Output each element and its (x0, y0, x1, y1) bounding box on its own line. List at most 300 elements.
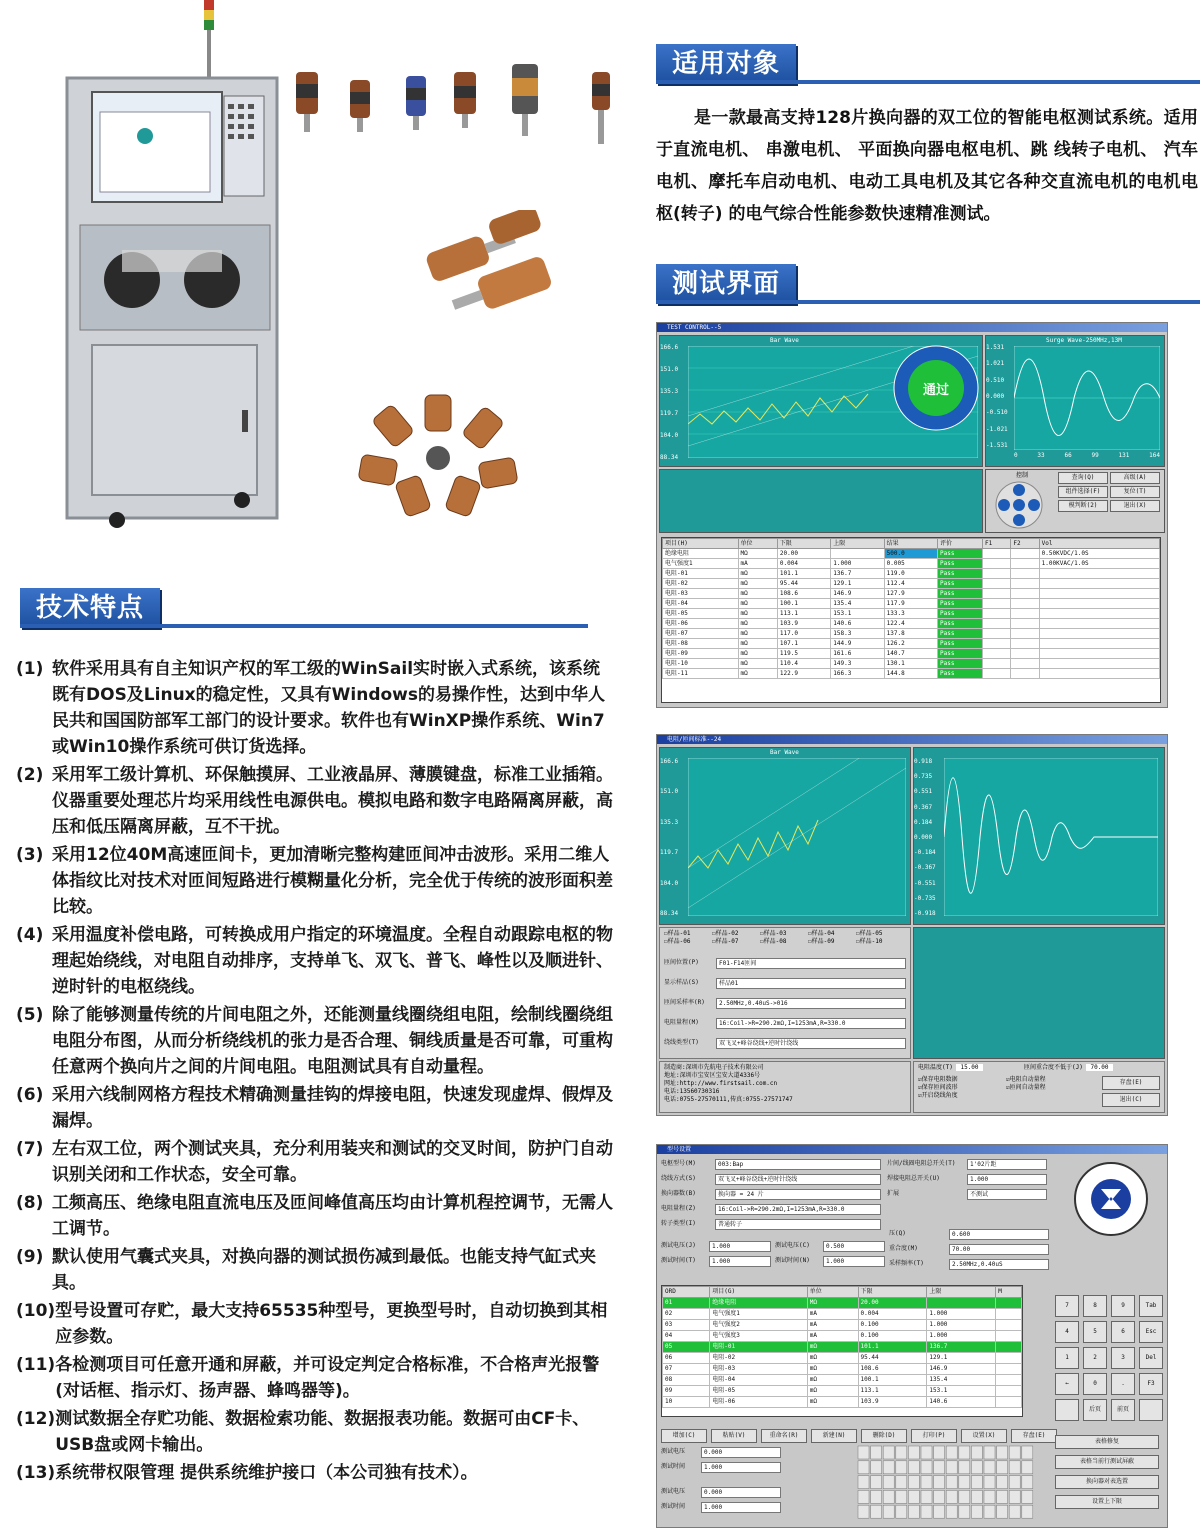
keyboard-key[interactable] (921, 1446, 932, 1459)
control-button[interactable]: 查询(Q) (1058, 472, 1108, 484)
keyboard-key[interactable] (858, 1490, 869, 1503)
keyboard-key[interactable] (858, 1476, 869, 1489)
field-value[interactable]: 0.600 (949, 1229, 1049, 1240)
sample-checkbox[interactable]: ☐样品-01 (664, 930, 691, 937)
field-label: 测试电压 (661, 1448, 686, 1455)
keyboard-key[interactable] (1009, 1476, 1020, 1489)
feature-number: (2) (16, 765, 44, 785)
keypad-key[interactable]: 8 (1083, 1295, 1107, 1317)
table-row[interactable] (663, 619, 1160, 629)
table-cell (983, 549, 1011, 559)
feature-item (16, 922, 616, 1000)
keyboard-key[interactable] (896, 1505, 907, 1518)
keypad-key[interactable]: 5 (1083, 1321, 1107, 1343)
keyboard-key[interactable] (908, 1490, 919, 1503)
table-cell: 112.4 (884, 579, 937, 589)
table-cell: Pass (938, 589, 983, 599)
side-button[interactable]: 设置上下限 (1055, 1495, 1159, 1509)
interturn-fields (889, 1229, 1049, 1274)
on-screen-keyboard[interactable] (857, 1445, 1037, 1521)
keyboard-key[interactable] (946, 1476, 957, 1489)
field-value[interactable]: 003:Bap (715, 1159, 881, 1170)
table-row[interactable] (663, 1375, 1022, 1386)
option-checkbox[interactable]: ☑保存电阻数据 (918, 1076, 958, 1083)
section-heading-applicable (656, 44, 1200, 84)
sample-checkbox[interactable]: ☐样品-03 (760, 930, 787, 937)
keyboard-key[interactable] (997, 1476, 1008, 1489)
field-value[interactable]: 样品01 (716, 978, 906, 989)
armature-row-image (288, 62, 628, 152)
field-value[interactable]: 双飞叉+峰谷绕线+逆时针绕线 (716, 1038, 906, 1049)
field-value[interactable]: 1.000 (709, 1241, 771, 1252)
keyboard-key[interactable] (971, 1446, 982, 1459)
table-cell (996, 1320, 1022, 1331)
keyboard-key[interactable] (871, 1490, 882, 1503)
keyboard-key[interactable] (997, 1505, 1008, 1518)
keyboard-key[interactable] (1009, 1446, 1020, 1459)
tick-label: 0.918 (914, 758, 933, 765)
column-header: 项目(G) (710, 1287, 807, 1298)
option-checkbox[interactable]: ☑匝间自动量程 (1006, 1084, 1046, 1091)
keypad-key[interactable]: 后页 (1083, 1399, 1107, 1421)
keyboard-key[interactable] (959, 1446, 970, 1459)
keypad-key[interactable]: 1 (1055, 1347, 1079, 1369)
keyboard-key[interactable] (997, 1461, 1008, 1474)
keypad-key[interactable]: . (1111, 1373, 1135, 1395)
table-cell: 08 (663, 1375, 710, 1386)
keyboard-key[interactable] (984, 1505, 995, 1518)
table-cell: mΩ (807, 1386, 858, 1397)
table-cell: 100.1 (777, 599, 830, 609)
field-value[interactable]: 2.50MHz,0.40uS (949, 1259, 1049, 1270)
keyboard-key[interactable] (858, 1461, 869, 1474)
table-row[interactable] (663, 589, 1160, 599)
keyboard-key[interactable] (934, 1446, 945, 1459)
field-value[interactable]: 换向器 = 24 片 (715, 1189, 881, 1200)
keypad-key[interactable]: 7 (1055, 1295, 1079, 1317)
sample-checkbox[interactable]: ☐样品-06 (664, 938, 691, 945)
company-line: 电话:13560730316 (664, 1088, 720, 1095)
keyboard-key[interactable] (883, 1461, 894, 1474)
column-header: 上限 (927, 1287, 996, 1298)
feature-text: 默认使用气囊式夹具，对换向器的测试损伤减到最低。也能支持气缸式夹具。 (52, 1247, 596, 1293)
table-cell: 133.3 (884, 609, 937, 619)
feature-item (16, 1352, 616, 1404)
action-button[interactable]: 退出(C) (1102, 1093, 1160, 1107)
surge-wave-panel (913, 747, 1165, 925)
table-row[interactable] (663, 1364, 1022, 1375)
keyboard-key[interactable] (921, 1490, 932, 1503)
area-value[interactable]: 70.00 (1086, 1064, 1112, 1071)
keyboard-key[interactable] (959, 1461, 970, 1474)
field-value[interactable]: 2.50MHz,0.40uS->016 (716, 998, 906, 1009)
field-value[interactable]: 0.500 (823, 1241, 885, 1252)
table-cell: 103.9 (777, 619, 830, 629)
keyboard-key[interactable] (946, 1461, 957, 1474)
toolbar-button[interactable]: 粘贴(V) (711, 1429, 757, 1443)
field-value[interactable]: 16:Coil->R=290.2mΩ,I=1253mA,R=330.0 (716, 1018, 906, 1029)
company-line: 地址:深圳市宝安区宝安大道4336号 (664, 1072, 761, 1079)
table-row[interactable] (663, 599, 1160, 609)
keyboard-key[interactable] (883, 1476, 894, 1489)
field-value[interactable]: 0.000 (701, 1487, 781, 1498)
options-panel (913, 1061, 1165, 1113)
table-row[interactable] (663, 1353, 1022, 1364)
field-label: 绕线方式(S) (661, 1175, 696, 1182)
toolbar-button[interactable]: 新建(N) (811, 1429, 857, 1443)
keyboard-key[interactable] (896, 1490, 907, 1503)
table-cell: mΩ (738, 589, 777, 599)
keypad-key[interactable]: F3 (1139, 1373, 1163, 1395)
form-row (887, 1159, 1047, 1170)
keyboard-key[interactable] (984, 1461, 995, 1474)
keypad-key[interactable]: Tab (1139, 1295, 1163, 1317)
status-text: 通过 (922, 383, 949, 398)
keypad-key[interactable]: 6 (1111, 1321, 1135, 1343)
table-cell: 136.7 (831, 569, 884, 579)
test-machine-photo (62, 0, 282, 530)
direction-pad[interactable] (994, 480, 1044, 530)
switch-fields (887, 1159, 1047, 1204)
tick-label: -0.918 (914, 909, 936, 917)
data-grid-panel (913, 927, 1165, 1059)
field-value[interactable]: 1.000 (967, 1174, 1047, 1185)
keyboard-key[interactable] (971, 1505, 982, 1518)
keyboard-key[interactable] (858, 1505, 869, 1518)
table-cell: Pass (938, 659, 983, 669)
field-value[interactable]: 1.000 (701, 1462, 781, 1473)
table-cell: 113.1 (777, 609, 830, 619)
table-row[interactable] (663, 559, 1160, 569)
sample-checkbox[interactable]: ☐样品-05 (856, 930, 883, 937)
keyboard-key[interactable] (1022, 1490, 1033, 1503)
table-cell: Pass (938, 629, 983, 639)
tick-label: 0.000 (986, 392, 1005, 400)
control-button[interactable]: 组件选择(F) (1058, 486, 1108, 498)
keyboard-key[interactable] (934, 1490, 945, 1503)
keyboard-key[interactable] (871, 1476, 882, 1489)
keyboard-key[interactable] (946, 1446, 957, 1459)
field-value[interactable]: 双飞叉+峰谷绕线+逆时针绕线 (715, 1174, 881, 1185)
sample-checkbox[interactable]: ☐样品-04 (808, 930, 835, 937)
tick-label: -0.551 (914, 879, 936, 887)
table-cell (1011, 629, 1039, 639)
section-rule (20, 624, 588, 628)
feature-item (16, 762, 616, 840)
keyboard-key[interactable] (1009, 1505, 1020, 1518)
control-button[interactable]: 退出(X) (1110, 500, 1160, 512)
form-row (661, 1256, 771, 1267)
field-label: 匝间位置(P) (664, 959, 699, 966)
action-buttons (1102, 1076, 1160, 1110)
tick-label: 119.7 (660, 410, 679, 417)
form-row (661, 1189, 881, 1200)
toolbar-button[interactable]: 重命名(R) (761, 1429, 807, 1443)
field-value[interactable]: 不测试 (967, 1189, 1047, 1200)
table-cell: mΩ (807, 1375, 858, 1386)
keyboard-key[interactable] (921, 1505, 932, 1518)
action-button[interactable]: 存盘(E) (1102, 1076, 1160, 1090)
table-cell: mA (807, 1309, 858, 1320)
table-cell (983, 609, 1011, 619)
settings-row (664, 958, 906, 969)
keyboard-key[interactable] (883, 1505, 894, 1518)
table-cell: 绝缘电阻 (710, 1298, 807, 1309)
table-row[interactable] (663, 609, 1160, 619)
keyboard-key[interactable] (934, 1476, 945, 1489)
table-cell: 110.4 (777, 659, 830, 669)
column-header: F2 (1011, 539, 1039, 549)
field-value[interactable]: 70.00 (949, 1244, 1049, 1255)
keyboard-key[interactable] (871, 1446, 882, 1459)
field-label: 重合度(M) (889, 1245, 918, 1252)
table-cell: 绝缘电阻 (663, 549, 739, 559)
table-row[interactable] (663, 1397, 1022, 1408)
keypad-key[interactable]: Esc (1139, 1321, 1163, 1343)
keyboard-key[interactable] (921, 1476, 932, 1489)
keyboard-key[interactable] (858, 1446, 869, 1459)
keyboard-key[interactable] (871, 1461, 882, 1474)
keypad-key[interactable]: Del (1139, 1347, 1163, 1369)
table-row[interactable] (663, 1320, 1022, 1331)
sample-checkbox[interactable]: ☐样品-09 (808, 938, 835, 945)
keyboard-key[interactable] (1022, 1476, 1033, 1489)
table-row[interactable] (663, 569, 1160, 579)
table-cell: Pass (938, 619, 983, 629)
tick-label: 1.531 (986, 344, 1005, 351)
keyboard-key[interactable] (896, 1446, 907, 1459)
tick-label: 166.6 (660, 758, 679, 765)
table-header-row (663, 1287, 1022, 1298)
form-row (889, 1259, 1049, 1270)
keyboard-key[interactable] (984, 1490, 995, 1503)
keyboard-key[interactable] (946, 1505, 957, 1518)
keypad-key[interactable]: 前页 (1111, 1399, 1135, 1421)
tick-label: 104.0 (660, 879, 679, 887)
tick-label: 88.34 (660, 454, 679, 461)
keyboard-key[interactable] (896, 1461, 907, 1474)
column-header: 下限 (777, 539, 830, 549)
table-cell: MΩ (807, 1298, 858, 1309)
table-cell (1011, 589, 1039, 599)
feature-item (16, 1244, 616, 1296)
form-row (775, 1256, 885, 1267)
window-title: 型号设置 (657, 1145, 1167, 1154)
column-header: F1 (983, 539, 1011, 549)
table-cell (983, 589, 1011, 599)
table-cell: 1.000 (831, 559, 884, 569)
keyboard-key[interactable] (997, 1490, 1008, 1503)
table-row[interactable] (663, 579, 1160, 589)
keyboard-key[interactable] (896, 1476, 907, 1489)
table-cell (996, 1364, 1022, 1375)
table-cell (1039, 649, 1159, 659)
table-cell: 127.9 (884, 589, 937, 599)
keypad-key[interactable]: 2 (1083, 1347, 1107, 1369)
keyboard-key[interactable] (908, 1461, 919, 1474)
table-cell: 电阻-08 (663, 639, 739, 649)
table-cell: 140.6 (927, 1397, 996, 1408)
keypad-key[interactable]: ← (1055, 1373, 1079, 1395)
field-value[interactable]: 16:Coil->R=290.2mΩ,I=1253mA,R=330.0 (715, 1204, 881, 1215)
field-value[interactable]: 1.000 (823, 1256, 885, 1267)
table-cell (983, 659, 1011, 669)
control-button[interactable]: 复位(T) (1110, 486, 1160, 498)
keyboard-key[interactable] (934, 1461, 945, 1474)
table-cell: 101.1 (858, 1342, 927, 1353)
settings-fields (664, 958, 906, 1058)
keyboard-key[interactable] (959, 1505, 970, 1518)
option-checkbox[interactable]: ☑电阻自动量程 (1006, 1076, 1046, 1083)
section-heading-interface (656, 264, 1200, 304)
keyboard-key[interactable] (1009, 1461, 1020, 1474)
table-row[interactable] (663, 549, 1160, 559)
settings-panel (659, 927, 911, 1059)
keyboard-key[interactable] (997, 1446, 1008, 1459)
keyboard-key[interactable] (959, 1490, 970, 1503)
insulation-fields (775, 1241, 885, 1271)
table-cell: mΩ (807, 1353, 858, 1364)
sample-checkbox[interactable]: ☐样品-02 (712, 930, 739, 937)
table-row[interactable] (663, 1309, 1022, 1320)
feature-item (16, 656, 616, 760)
company-line: 网址:http://www.firstsail.com.cn (664, 1080, 778, 1087)
sample-checkbox[interactable]: ☐样品-10 (856, 938, 883, 945)
keyboard-key[interactable] (921, 1461, 932, 1474)
table-cell: 101.1 (777, 569, 830, 579)
column-header: 下限 (858, 1287, 927, 1298)
window-title: TEST CONTROL--5 (657, 323, 1167, 332)
keyboard-key[interactable] (1009, 1490, 1020, 1503)
keyboard-key[interactable] (908, 1476, 919, 1489)
keypad-key[interactable] (1139, 1399, 1163, 1421)
side-button[interactable]: 表格修复 (1055, 1435, 1159, 1449)
toolbar-button[interactable]: 增加(C) (661, 1429, 707, 1443)
control-button[interactable]: 高级(A) (1110, 472, 1160, 484)
temp-label: 电阻温度(T) (918, 1064, 953, 1071)
keyboard-key[interactable] (959, 1476, 970, 1489)
product-fields (661, 1159, 881, 1234)
option-checkbox[interactable]: ☑开启绕线角度 (918, 1092, 958, 1099)
table-cell: 1.00KVAC/1.0S (1039, 559, 1159, 569)
keyboard-key[interactable] (934, 1505, 945, 1518)
result-grid (662, 538, 1160, 679)
keyboard-key[interactable] (946, 1490, 957, 1503)
window-title: 电阻/匝间标准--24 (657, 735, 1167, 744)
table-row[interactable] (663, 1298, 1022, 1309)
field-label: 测试电压(C) (775, 1242, 810, 1249)
control-button[interactable]: 模判断(2) (1058, 500, 1108, 512)
keyboard-key[interactable] (871, 1505, 882, 1518)
field-value[interactable]: 普通转子 (715, 1219, 881, 1230)
table-cell: 100.1 (858, 1375, 927, 1386)
temp-value[interactable]: 15.00 (956, 1064, 982, 1071)
column-header: M (996, 1287, 1022, 1298)
keypad-key[interactable] (1055, 1399, 1079, 1421)
table-cell: 电阻-11 (663, 669, 739, 679)
keyboard-key[interactable] (908, 1446, 919, 1459)
keyboard-key[interactable] (971, 1461, 982, 1474)
keyboard-key[interactable] (883, 1490, 894, 1503)
table-row[interactable] (663, 1386, 1022, 1397)
field-value[interactable]: 1.000 (701, 1502, 781, 1513)
keyboard-key[interactable] (1022, 1446, 1033, 1459)
table-row[interactable] (663, 659, 1160, 669)
keyboard-key[interactable] (908, 1505, 919, 1518)
feature-text: 采用军工级计算机、环保触摸屏、工业液晶屏、薄膜键盘，标准工业插箱。仪器重要处理芯片均采用线性电源供电。模拟电路和数字电路隔离屏蔽，高压和低压隔离屏蔽，互不干扰。 (52, 765, 613, 837)
tick-label: 151.0 (660, 788, 679, 796)
y-axis-ticks (660, 758, 686, 918)
tick-label: -0.184 (914, 849, 936, 857)
table-cell: mΩ (738, 629, 777, 639)
toolbar-button[interactable]: 打印(P) (911, 1429, 957, 1443)
side-button[interactable]: 换向器对表选置 (1055, 1475, 1159, 1489)
side-button[interactable]: 表格当前行测试屏蔽 (1055, 1455, 1159, 1469)
table-cell: Pass (938, 639, 983, 649)
feature-number: (11) (16, 1355, 56, 1375)
field-value[interactable]: 1.000 (709, 1256, 771, 1267)
field-label: 测试电压(J) (661, 1242, 696, 1249)
field-value[interactable]: F01-F14匝间 (716, 958, 906, 969)
table-cell (983, 579, 1011, 589)
keypad-key[interactable]: 4 (1055, 1321, 1079, 1343)
table-row[interactable] (663, 669, 1160, 679)
table-cell (1039, 639, 1159, 649)
table-row[interactable] (663, 1331, 1022, 1342)
table-row[interactable] (663, 639, 1160, 649)
table-row[interactable] (663, 649, 1160, 659)
keypad-key[interactable]: 0 (1083, 1373, 1107, 1395)
field-label: 测试时间(N) (775, 1257, 810, 1264)
tick-label: 0.000 (914, 833, 933, 841)
keyboard-key[interactable] (984, 1446, 995, 1459)
form-row (887, 1174, 1047, 1185)
table-cell (1039, 619, 1159, 629)
numeric-keypad (1055, 1295, 1159, 1421)
section-title: 测试界面 (656, 264, 796, 304)
table-cell: 02 (663, 1309, 710, 1320)
toolbar-button[interactable]: 设置(X) (961, 1429, 1007, 1443)
field-value[interactable]: 1'02片距 (967, 1159, 1047, 1170)
keyboard-key[interactable] (883, 1446, 894, 1459)
company-line: 电话:0755-27570111,传真:0755-27571747 (664, 1096, 793, 1103)
keyboard-key[interactable] (971, 1476, 982, 1489)
keypad-key[interactable]: 9 (1111, 1295, 1135, 1317)
field-value[interactable]: 0.000 (701, 1447, 781, 1458)
bar-wave-panel (659, 747, 911, 925)
table-row[interactable] (663, 629, 1160, 639)
table-cell: 158.3 (831, 629, 884, 639)
table-cell: 电阻-04 (710, 1375, 807, 1386)
feature-item (16, 842, 616, 920)
keyboard-key[interactable] (984, 1476, 995, 1489)
toolbar-button[interactable]: 删除(D) (861, 1429, 907, 1443)
field-label: 采样频率(T) (889, 1260, 924, 1267)
table-cell: 电阻-03 (710, 1364, 807, 1375)
keyboard-key[interactable] (1022, 1505, 1033, 1518)
feature-text: 各检测项目可任意开通和屏蔽，并可设定判定合格标准，不合格声光报警(对话框、指示灯、扬声器、蜂鸣器等)。 (55, 1355, 600, 1401)
form-row (887, 1189, 1047, 1200)
table-row[interactable] (663, 1342, 1022, 1353)
sample-checkbox[interactable]: ☐样品-07 (712, 938, 739, 945)
sample-checkbox[interactable]: ☐样品-08 (760, 938, 787, 945)
keyboard-key[interactable] (971, 1490, 982, 1503)
toolbar-button[interactable]: 存盘(E) (1011, 1429, 1057, 1443)
option-checkbox[interactable]: ☑保存匝间波形 (918, 1084, 958, 1091)
table-cell: 电阻-03 (663, 589, 739, 599)
keypad-key[interactable]: 3 (1111, 1347, 1135, 1369)
keyboard-key[interactable] (1022, 1461, 1033, 1474)
